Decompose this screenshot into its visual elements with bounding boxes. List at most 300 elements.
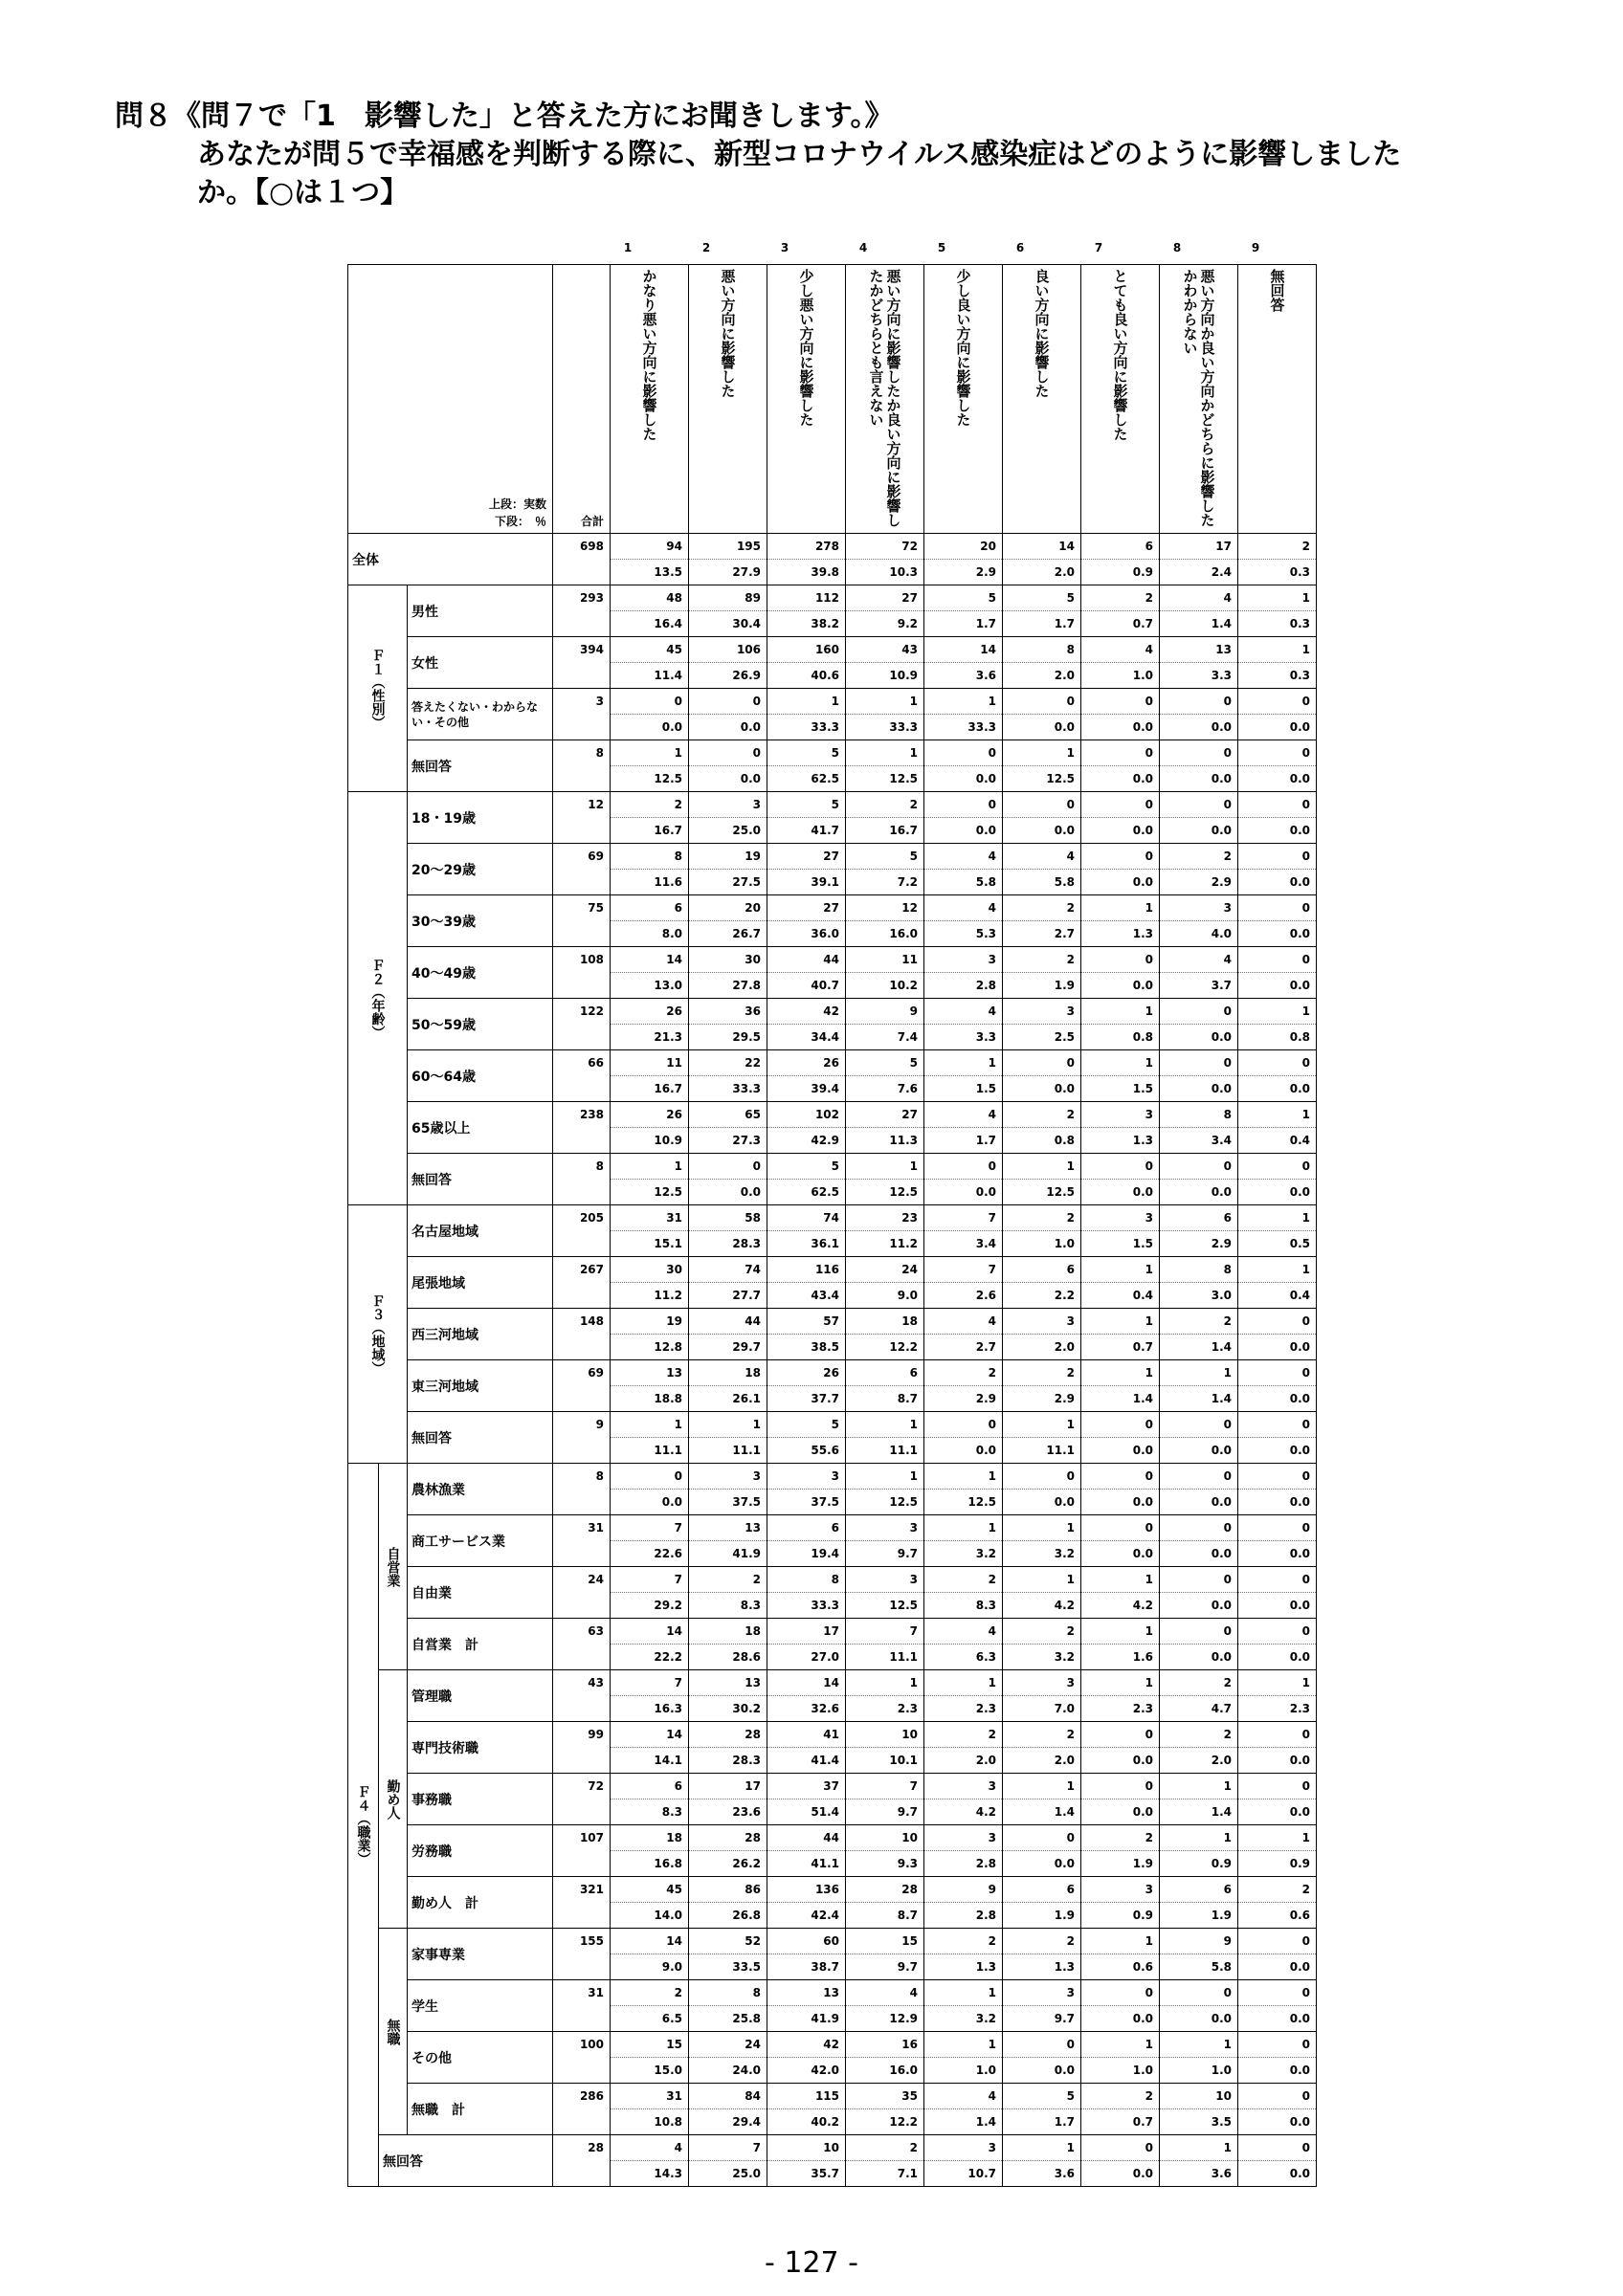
row-label: 65歳以上 [408, 1102, 553, 1154]
row-label: 西三河地域 [408, 1309, 553, 1360]
cell-count: 0 [1223, 1624, 1232, 1638]
cell-percent: 0.0 [924, 1437, 1002, 1463]
cell [1081, 1825, 1160, 1877]
cell [611, 1980, 689, 2032]
cell [846, 792, 924, 844]
cell-count: 0 [1223, 798, 1232, 811]
cell-count: 2 [1145, 2089, 1153, 2103]
cell-count: 17 [745, 1779, 761, 1793]
cell-count: 2 [1223, 1728, 1232, 1741]
cell [1003, 740, 1081, 792]
cell-percent: 1.4 [1160, 1334, 1237, 1359]
row-total: 24 [553, 1567, 611, 1619]
cell [689, 1722, 767, 1774]
cell-percent: 7.4 [846, 1024, 923, 1049]
cell-percent: 3.0 [1160, 1282, 1237, 1308]
cell-percent: 8.0 [611, 920, 688, 946]
cell-percent: 11.1 [689, 1437, 767, 1463]
cell [1081, 2135, 1160, 2187]
crosstab-table [347, 264, 1317, 2187]
cell [846, 1619, 924, 1670]
cell [1238, 1102, 1317, 1154]
cell-percent: 2.7 [924, 1334, 1002, 1359]
cell-percent: 0.5 [1238, 1230, 1316, 1256]
cell [924, 1929, 1003, 1980]
cell [1003, 792, 1081, 844]
cell [1003, 637, 1081, 689]
cell-count: 16 [901, 2038, 918, 2051]
cell-percent: 0.0 [1160, 1540, 1237, 1566]
cell-count: 28 [745, 1728, 761, 1741]
row-total: 31 [553, 1515, 611, 1567]
cell-count: 1 [1145, 1624, 1153, 1638]
cell-count: 0 [1223, 1986, 1232, 1999]
cell-percent: 2.8 [924, 972, 1002, 998]
cell-percent: 8.3 [611, 1799, 688, 1824]
cell [1160, 1619, 1238, 1670]
cell-percent: 0.4 [1238, 1282, 1316, 1308]
cell-count: 41 [823, 1728, 839, 1741]
cell [1238, 1154, 1317, 1205]
cell-count: 1 [988, 1521, 996, 1534]
cell-count: 4 [988, 2089, 996, 2103]
cell [1238, 1670, 1317, 1722]
cell [767, 637, 846, 689]
cell-percent: 39.8 [767, 559, 845, 585]
cell-percent: 3.7 [1160, 972, 1237, 998]
cell [767, 1877, 846, 1929]
cell-count: 10 [901, 1728, 918, 1741]
cell-count: 1 [909, 1418, 918, 1431]
cell [689, 1412, 767, 1464]
cell-percent: 26.1 [689, 1385, 767, 1411]
cell-percent: 0.9 [1160, 1850, 1237, 1876]
table-row [348, 1722, 1317, 1774]
cell-count: 3 [988, 1831, 996, 1844]
cell-count: 15 [901, 1934, 918, 1948]
cell-percent: 0.0 [1238, 1075, 1316, 1101]
cell-percent: 1.0 [1081, 2057, 1159, 2083]
cell-count: 45 [666, 1883, 682, 1896]
cell-count: 84 [745, 2089, 761, 2103]
cell-percent: 11.1 [846, 1644, 923, 1669]
cell-count: 14 [666, 1728, 682, 1741]
cell-percent: 3.6 [924, 662, 1002, 688]
cell-count: 0 [1145, 798, 1153, 811]
cell [1003, 585, 1081, 637]
cell [924, 1257, 1003, 1309]
cell [689, 2032, 767, 2084]
cell-count: 4 [988, 1624, 996, 1638]
cell-percent: 27.0 [767, 1644, 845, 1669]
cell-percent: 41.9 [689, 1540, 767, 1566]
cell-count: 115 [814, 2089, 839, 2103]
cell-count: 6 [1223, 1883, 1232, 1896]
cell-count: 6 [1145, 540, 1153, 553]
cell-percent: 2.2 [1003, 1282, 1080, 1308]
table-row [348, 1774, 1317, 1825]
cell-count: 2 [1066, 1366, 1075, 1380]
subgroup-label-self: 自営業 [379, 1464, 408, 1670]
cell-count: 13 [823, 1986, 839, 1999]
cell-count: 2 [674, 1986, 682, 1999]
cell-percent: 0.0 [1238, 2108, 1316, 2134]
cell-count: 0 [1223, 1521, 1232, 1534]
cell-count: 0 [1301, 1366, 1310, 1380]
cell-count: 30 [745, 953, 761, 966]
cell [1081, 534, 1160, 585]
row-total: 155 [553, 1929, 611, 1980]
column-header-8 [1160, 265, 1238, 534]
cell [1238, 1619, 1317, 1670]
cell [1003, 895, 1081, 947]
cell-count: 0 [1301, 901, 1310, 915]
cell-count: 2 [1301, 1883, 1310, 1896]
cell-count: 1 [1301, 1263, 1310, 1276]
cell [1160, 585, 1238, 637]
cell-percent: 9.0 [846, 1282, 923, 1308]
cell [1003, 1877, 1081, 1929]
cell [1003, 1515, 1081, 1567]
cell [1238, 792, 1317, 844]
cell [611, 999, 689, 1050]
row-total: 267 [553, 1257, 611, 1309]
cell-percent: 3.2 [924, 1540, 1002, 1566]
cell-count: 1 [1066, 1779, 1075, 1793]
cell [1238, 1929, 1317, 1980]
cell [924, 1515, 1003, 1567]
cell [924, 637, 1003, 689]
cell-count: 2 [988, 1573, 996, 1586]
cell [924, 1309, 1003, 1360]
cell-count: 8 [674, 850, 682, 863]
cell-percent: 1.9 [1160, 1902, 1237, 1928]
cell-count: 136 [814, 1883, 839, 1896]
cell-percent: 5.8 [1003, 869, 1080, 894]
cell-count: 36 [745, 1004, 761, 1018]
cell [1238, 1464, 1317, 1515]
row-total: 8 [553, 740, 611, 792]
cell-count: 2 [1145, 1831, 1153, 1844]
cell-percent: 1.3 [1081, 1127, 1159, 1153]
cell-count: 1 [1066, 2141, 1075, 2154]
cell-count: 1 [1145, 1004, 1153, 1018]
cell [611, 1670, 689, 1722]
cell [1081, 1464, 1160, 1515]
cell-count: 1 [988, 1469, 996, 1483]
cell-percent: 0.0 [1238, 1437, 1316, 1463]
cell-count: 45 [666, 643, 682, 656]
column-label: かなり悪い方向に影響した [640, 269, 658, 441]
row-total: 66 [553, 1050, 611, 1102]
table-row [348, 1309, 1317, 1360]
cell-percent: 2.0 [1003, 559, 1080, 585]
cell-percent: 27.9 [689, 559, 767, 585]
cell-percent: 24.0 [689, 2057, 767, 2083]
cell-percent: 0.6 [1238, 1902, 1316, 1928]
row-label: その他 [408, 2032, 553, 2084]
cell-percent: 0.0 [1238, 1334, 1316, 1359]
cell-percent: 7.1 [846, 2160, 923, 2186]
cell-percent: 1.3 [1003, 1954, 1080, 1979]
table-row [348, 999, 1317, 1050]
column-header-7 [1081, 265, 1160, 534]
row-label: 名古屋地域 [408, 1205, 553, 1257]
cell [767, 1929, 846, 1980]
row-label: 無回答 [408, 1154, 553, 1205]
cell-count: 14 [666, 1624, 682, 1638]
cell [689, 1670, 767, 1722]
cell [1003, 1360, 1081, 1412]
cell-count: 4 [988, 850, 996, 863]
cell [611, 792, 689, 844]
cell-percent: 2.0 [1003, 662, 1080, 688]
cell [846, 1825, 924, 1877]
cell-percent: 15.0 [611, 2057, 688, 2083]
cell-count: 44 [823, 953, 839, 966]
cell [1081, 637, 1160, 689]
cell-percent: 0.0 [1238, 1799, 1316, 1824]
cell-count: 1 [909, 1676, 918, 1689]
cell-percent: 10.8 [611, 2108, 688, 2134]
cell [1081, 740, 1160, 792]
table-row [348, 534, 1317, 585]
cell-percent: 40.6 [767, 662, 845, 688]
cell-percent: 12.9 [846, 2005, 923, 2031]
cell-percent: 1.0 [924, 2057, 1002, 2083]
total-header [553, 265, 611, 534]
cell [1081, 1980, 1160, 2032]
cell [924, 1825, 1003, 1877]
cell-count: 0 [988, 798, 996, 811]
cell [846, 1205, 924, 1257]
cell-count: 24 [901, 1263, 918, 1276]
cell [689, 1257, 767, 1309]
cell [1081, 1567, 1160, 1619]
column-header-2 [689, 265, 767, 534]
cell-count: 89 [745, 591, 761, 605]
table-row [348, 740, 1317, 792]
cell-count: 2 [909, 2141, 918, 2154]
col-num-4: 4 [858, 241, 868, 254]
cell [1081, 1102, 1160, 1154]
cell-percent: 3.2 [924, 2005, 1002, 2031]
cell-percent: 33.3 [767, 714, 845, 740]
cell-percent: 32.6 [767, 1695, 845, 1721]
cell-count: 7 [909, 1779, 918, 1793]
row-total: 28 [553, 2135, 611, 2187]
row-label: 男性 [408, 585, 553, 637]
column-header-9 [1238, 265, 1317, 534]
cell [846, 1515, 924, 1567]
cell-count: 27 [823, 850, 839, 863]
cell-count: 5 [988, 591, 996, 605]
cell-count: 1 [1301, 1831, 1310, 1844]
cell-percent: 12.5 [846, 1592, 923, 1618]
cell [1238, 844, 1317, 895]
table-row [348, 2084, 1317, 2135]
cell-percent: 2.3 [1081, 1695, 1159, 1721]
cell-percent: 0.0 [1081, 1489, 1159, 1514]
cell-percent: 0.8 [1003, 1127, 1080, 1153]
cell-percent: 0.0 [1238, 1592, 1316, 1618]
cell [846, 2032, 924, 2084]
row-total: 31 [553, 1980, 611, 2032]
cell-percent: 1.4 [1160, 610, 1237, 636]
row-label: 60～64歳 [408, 1050, 553, 1102]
cell [1160, 1567, 1238, 1619]
cell-percent: 26.9 [689, 662, 767, 688]
cell-percent: 0.0 [1238, 1954, 1316, 1979]
cell [1003, 2032, 1081, 2084]
cell-count: 0 [988, 1418, 996, 1431]
cell [1081, 1360, 1160, 1412]
cell-count: 6 [1066, 1883, 1075, 1896]
cell-count: 0 [1301, 2141, 1310, 2154]
cell [1160, 2135, 1238, 2187]
table-row [348, 2032, 1317, 2084]
cell-count: 42 [823, 2038, 839, 2051]
cell-percent: 42.4 [767, 1902, 845, 1928]
cell-percent: 16.7 [611, 1075, 688, 1101]
cell [1003, 1774, 1081, 1825]
cell-percent: 8.3 [924, 1592, 1002, 1618]
cell [1081, 1309, 1160, 1360]
table-row [348, 1464, 1317, 1515]
cell-percent: 5.3 [924, 920, 1002, 946]
cell-percent: 1.0 [1003, 1230, 1080, 1256]
cell [767, 1619, 846, 1670]
cell-percent: 0.0 [924, 1179, 1002, 1204]
cell [611, 1929, 689, 1980]
cell-percent: 4.0 [1160, 920, 1237, 946]
table-row [348, 895, 1317, 947]
cell [689, 895, 767, 947]
cell-percent: 0.0 [924, 765, 1002, 791]
cell-percent: 28.3 [689, 1230, 767, 1256]
cell-percent: 0.0 [689, 714, 767, 740]
cell [689, 1877, 767, 1929]
row-total: 69 [553, 1360, 611, 1412]
cell-count: 14 [823, 1676, 839, 1689]
cell [1081, 792, 1160, 844]
cell-percent: 11.1 [846, 1437, 923, 1463]
cell [767, 2084, 846, 2135]
cell-count: 43 [901, 643, 918, 656]
cell-percent: 0.3 [1238, 662, 1316, 688]
cell-percent: 0.0 [1081, 972, 1159, 998]
cell [924, 1619, 1003, 1670]
cell-count: 7 [909, 1624, 918, 1638]
cell [846, 1980, 924, 2032]
cell [1081, 585, 1160, 637]
cell [1003, 2135, 1081, 2187]
cell [1003, 1464, 1081, 1515]
cell-count: 1 [1301, 1108, 1310, 1121]
cell-percent: 0.0 [689, 765, 767, 791]
row-label: 自営業 計 [408, 1619, 553, 1670]
cell-percent: 0.0 [1160, 2005, 1237, 2031]
cell-count: 1 [988, 1986, 996, 1999]
cell-percent: 41.9 [767, 2005, 845, 2031]
cell [1160, 1412, 1238, 1464]
cell [1160, 947, 1238, 999]
cell [689, 947, 767, 999]
cell-count: 22 [745, 1056, 761, 1070]
cell [924, 2084, 1003, 2135]
cell-count: 31 [666, 1211, 682, 1225]
cell-count: 15 [666, 2038, 682, 2051]
cell-percent: 1.9 [1003, 1902, 1080, 1928]
cell-count: 0 [1301, 1986, 1310, 1999]
cell-count: 30 [666, 1263, 682, 1276]
cell-count: 27 [901, 591, 918, 605]
row-total: 43 [553, 1670, 611, 1722]
cell [767, 1412, 846, 1464]
header-row [348, 265, 1317, 534]
cell-count: 160 [814, 643, 839, 656]
cell-count: 0 [1223, 1573, 1232, 1586]
cell-count: 11 [901, 953, 918, 966]
cell-count: 1 [1145, 1676, 1153, 1689]
cell-count: 48 [666, 591, 682, 605]
cell-percent: 0.0 [689, 1179, 767, 1204]
cell-percent: 27.7 [689, 1282, 767, 1308]
cell [846, 1464, 924, 1515]
cell-count: 1 [1301, 1211, 1310, 1225]
cell [689, 1515, 767, 1567]
cell [689, 1980, 767, 2032]
cell [1003, 1412, 1081, 1464]
row-total: 75 [553, 895, 611, 947]
cell-percent: 1.4 [1081, 1385, 1159, 1411]
cell-count: 0 [1223, 1418, 1232, 1431]
cell [611, 2084, 689, 2135]
cell-count: 0 [1223, 746, 1232, 760]
row-label: 自由業 [408, 1567, 553, 1619]
row-total: 12 [553, 792, 611, 844]
cell [689, 1360, 767, 1412]
cell-count: 0 [988, 746, 996, 760]
cell-percent: 9.2 [846, 610, 923, 636]
cell [1003, 1929, 1081, 1980]
cell-percent: 0.4 [1081, 1282, 1159, 1308]
cell-percent: 2.3 [1238, 1695, 1316, 1721]
cell [1238, 895, 1317, 947]
cell [1081, 689, 1160, 740]
table-row [348, 2135, 1317, 2187]
cell-percent: 1.7 [1003, 610, 1080, 636]
cell-count: 0 [1145, 695, 1153, 708]
cell-percent: 0.7 [1081, 2108, 1159, 2134]
cell-count: 17 [1215, 540, 1232, 553]
cell [1160, 2084, 1238, 2135]
cell [1003, 1102, 1081, 1154]
cell-count: 1 [988, 695, 996, 708]
row-total: 69 [553, 844, 611, 895]
cell-percent: 29.4 [689, 2108, 767, 2134]
row-label: 家事専業 [408, 1929, 553, 1980]
cell [689, 1464, 767, 1515]
cell-percent: 21.3 [611, 1024, 688, 1049]
col-num-2: 2 [701, 241, 711, 254]
cell [1003, 844, 1081, 895]
cell [846, 637, 924, 689]
group-label-f3: Ｆ３（地域） [348, 1205, 408, 1464]
row-total: 108 [553, 947, 611, 999]
cell-count: 0 [674, 695, 682, 708]
cell-count: 1 [909, 695, 918, 708]
